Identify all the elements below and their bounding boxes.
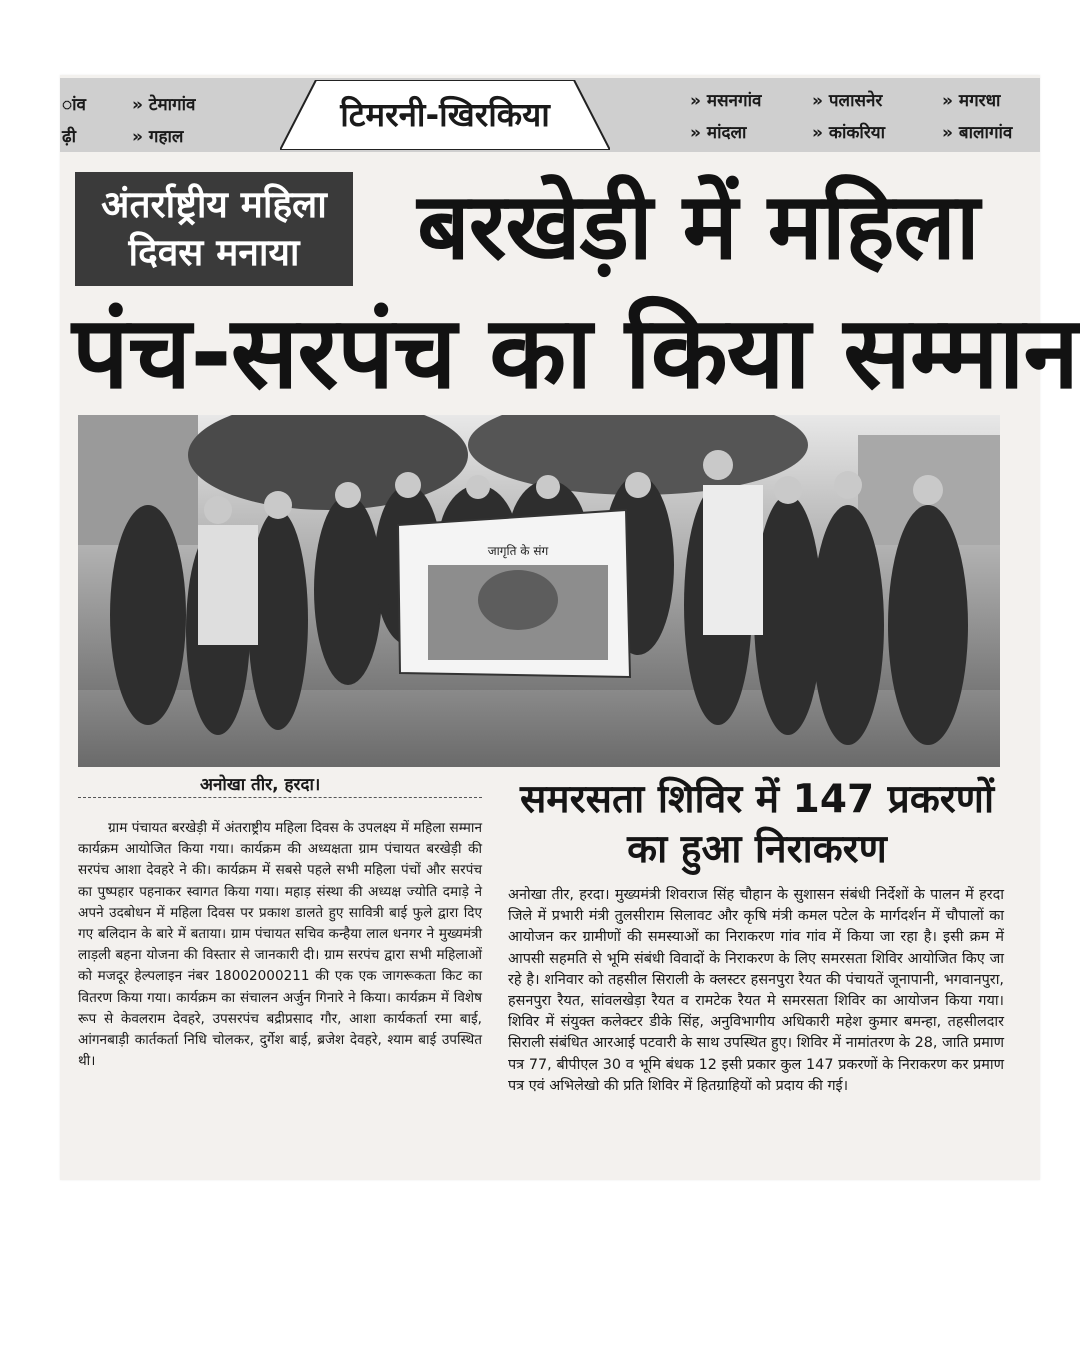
main-story-body: ग्राम पंचायत बरखेड़ी में अंतराष्ट्रीय महिला दिवस के उपलक्ष्य में महिला सम्मान कार्यक्रम आयोजित किया गया। कार्यक्रम की अध्यक्षता ग्राम पंचायत बरखेड़ी की सरपंच आशा देवहरे ने की। कार्यक्रम में सबसे पहले सभी महिला पंचों और सरपंच का पुष्पहार पहनाकर स्वागत किया गया। महाड़ संस्था की अध्यक्ष ज्योति दमाड़े ने अपने उदबोधन में महिला दिवस पर प्रकाश डालते हुए सावित्री बाई फुले द्वारा दिए गए बलिदान के बारे में बताया। ग्राम पंचायत सचिव कन्हैया लाल धनगर ने मुख्यमंत्री लाड़ली बहना योजना की विस्तार से जानकारी दी। ग्राम सरपंच द्वारा सभी महिलाओं को मजदूर हेल्पलाइन नंबर 18002000211 की एक एक जागरूकता किट का वितरण किया गया। कार्यक्रम का संचालन अर्जुन गिनारे ने किया। कार्यक्रम में विशेष रूप से केवलराम देवहरे, उपसरपंच बद्रीप्रसाद गौर, आशा कार्यकर्ता रमा बाई, आंगनबाड़ी कार्तकर्ता निधि चोलकर, दुर्गेश बाई, ब्रजेश देवहरे, श्याम बाई उपस्थित थी। — [78, 820, 482, 1070]
kicker-line: अंतर्राष्ट्रीय महिला — [101, 183, 327, 226]
partial-location-bottom: ढ़ी — [62, 127, 76, 147]
main-headline-line1: बरखेड़ी में महिला — [417, 173, 979, 280]
section-title-tab — [280, 80, 610, 150]
story-byline: अनोखा तीर, हरदा। — [200, 775, 321, 795]
location-link: » मसनगांव — [690, 91, 762, 111]
second-story-body: अनोखा तीर, हरदा। मुख्यमंत्री शिवराज सिंह चौहान के सुशासन संबंधी निर्देशों के पालन में हरदा जिले में प्रभारी मंत्री तुलसीराम सिलावट और कृषि मंत्री कमल पटेल के मार्गदर्शन में चौपालों का आयोजन कर ग्रामीणों की समस्याओं का निराकरण गांव गांव में किया जा रहा है। इसी क्रम में आपसी सहमति से भूमि संबंधी विवादों के निराकरण के लिए समरसता शिविर आयोजित किए जा रहे है। शनिवार को तहसील सिराली के क्लस्टर हसनपुरा रैयत की पंचायतें जूनापानी, भगवानपुरा, हसनपुरा रैयत, सांवलखेड़ा रैयत व रामटेक रैयत मे समरसता शिविर का आयोजन किया गया। शिविर में संयुक्त कलेक्टर डीके सिंह, अनुविभागीय अधिकारी महेश कुमार बमन्हा, तहसीलदार सिराली संबंधित आरआई पटवारी के साथ उपस्थित हुए। शिविर में नामांतरण के 28, जाति प्रमाण पत्र 77, बीपीएल 30 व भूमि बंधक 12 इसी प्रकार कुल 147 प्रकरणों के निराकरण कर प्रमाण पत्र एवं अभिलेखो की प्रति शिविर में हितग्राहियों को प्रदाय की गई। — [508, 887, 1004, 1094]
byline-divider — [78, 797, 482, 798]
location-link: » पलासनेर — [812, 91, 883, 111]
location-link: » मगरधा — [942, 91, 1001, 111]
second-story-headline — [510, 775, 1004, 875]
partial-location-top: ांव — [62, 95, 86, 115]
banner-text: जागृति के संग — [487, 544, 549, 558]
location-link: » मांदला — [690, 123, 747, 143]
location-link: » बालागांव — [942, 123, 1013, 143]
group-photo-image — [78, 415, 1000, 767]
main-headline-line2: पंच-सरपंच का किया सम्मान — [72, 294, 1079, 411]
location-link: » कांकरिया — [812, 123, 886, 143]
group-photo — [78, 415, 1000, 767]
story-kicker-box — [75, 172, 353, 286]
location-link: » टेमागांव — [132, 95, 196, 115]
kicker-line: दिवस मनाया — [128, 231, 300, 274]
second-headline-line1: समरसता शिविर में 147 प्रकरणों — [519, 777, 995, 822]
section-title: टिमरनी-खिरकिया — [340, 95, 550, 134]
second-headline-line2: का हुआ निराकरण — [627, 827, 887, 872]
location-link: » गहाल — [132, 127, 184, 147]
